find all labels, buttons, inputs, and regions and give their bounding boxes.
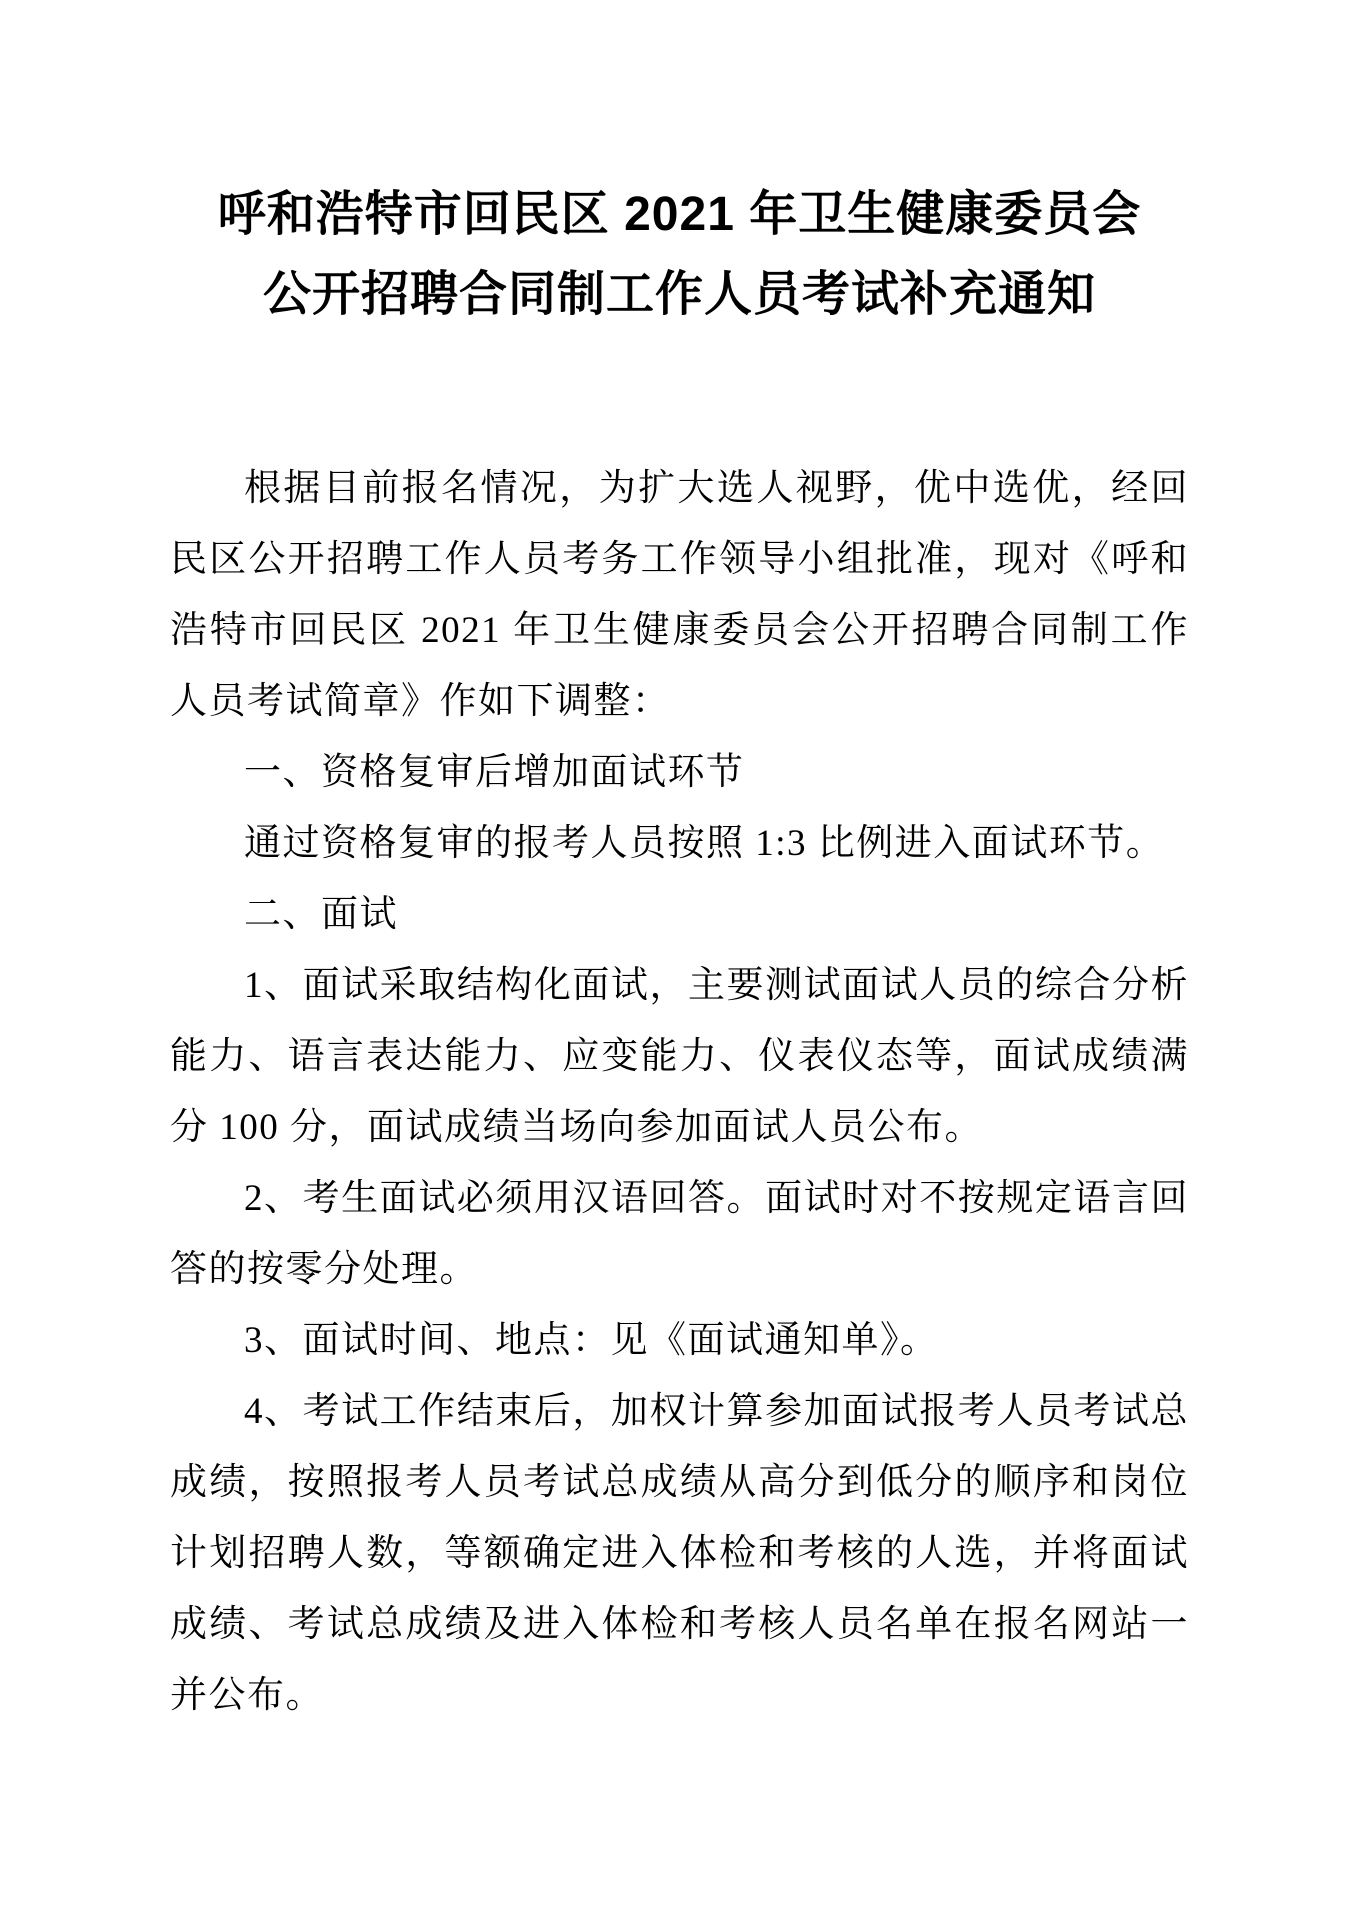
title-line-1: 呼和浩特市回民区 2021 年卫生健康委员会	[217, 188, 1142, 241]
paragraph: 一、资格复审后增加面试环节	[244, 752, 745, 793]
paragraph: 1、面试采取结构化面试，主要测试面试人员的综合分析能力、语言表达能力、应变能力、仪表仪态等，面试成绩满分 100 分，面试成绩当场向参加面试人员公布。	[170, 965, 1189, 1148]
document-title	[170, 175, 1189, 335]
paragraph: 通过资格复审的报考人员按照 1:3 比例进入面试环节。	[244, 823, 1165, 864]
paragraph: 根据目前报名情况，为扩大选人视野，优中选优，经回民区公开招聘工作人员考务工作领导小组批准，现对《呼和浩特市回民区 2021 年卫生健康委员会公开招聘合同制工作人员考试简章》作如下调整：	[170, 468, 1189, 722]
paragraph: 2、考生面试必须用汉语回答。面试时对不按规定语言回答的按零分处理。	[170, 1178, 1189, 1290]
paragraph: 3、面试时间、地点：见《面试通知单》。	[244, 1320, 939, 1361]
title-line-2: 公开招聘合同制工作人员考试补充通知	[262, 268, 1096, 321]
paragraph: 4、考试工作结束后，加权计算参加面试报考人员考试总成绩，按照报考人员考试总成绩从高分到低分的顺序和岗位计划招聘人数，等额确定进入体检和考核的人选，并将面试成绩、考试总成绩及进入体检和考核人员名单在报名网站一并公布。	[170, 1391, 1189, 1716]
paragraph: 二、面试	[244, 894, 398, 935]
document-body	[170, 453, 1189, 1731]
